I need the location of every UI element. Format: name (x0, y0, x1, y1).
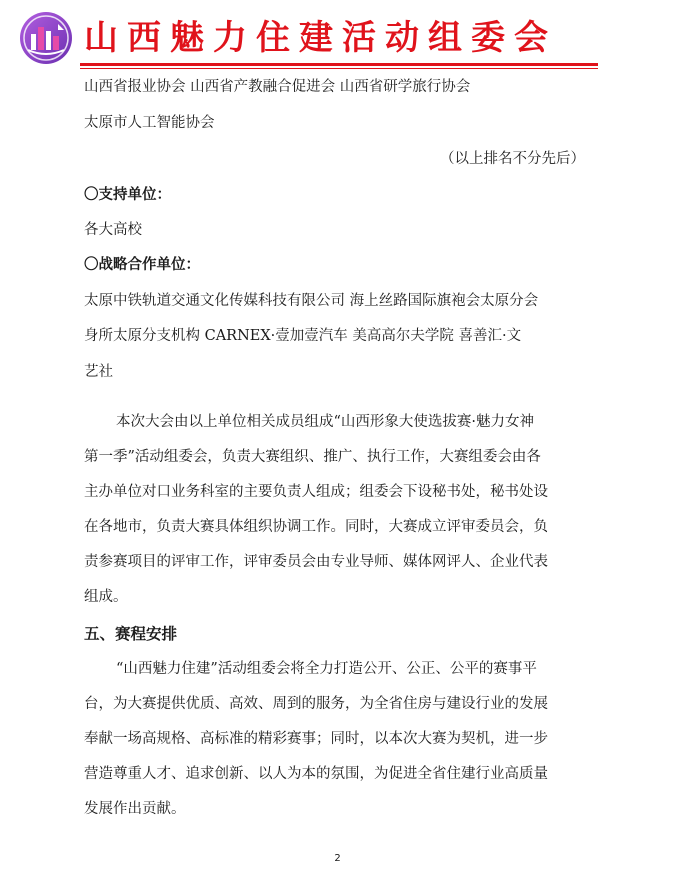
ranking-note: （以上排名不分先后） (440, 151, 585, 167)
schedule-line-4: 营造尊重人才、追求创新、以人为本的氛围，为促进全省住建行业高质量 (84, 766, 548, 782)
committee-line-6: 组成。 (84, 589, 128, 605)
committee-line-2: 第一季”活动组委会，负责大赛组织、推广、执行工作，大赛组委会由各 (84, 449, 541, 465)
letterhead-title: 山西魅力住建活动组委会 (84, 18, 557, 58)
section-title: 五、赛程安排 (84, 625, 178, 643)
schedule-line-1: “山西魅力住建”活动组委会将全力打造公开、公正、公平的赛事平 (116, 661, 537, 677)
schedule-line-2: 台，为大赛提供优质、高效、周到的服务，为全省住房与建设行业的发展 (84, 696, 548, 712)
organizers-line-1: 山西省报业协会 山西省产教融合促进会 山西省研学旅行协会 (84, 79, 471, 95)
committee-line-4: 在各地市，负责大赛具体组织协调工作。同时，大赛成立评审委员会，负 (84, 519, 548, 535)
city-skyline-logo-icon (18, 10, 74, 66)
support-body: 各大高校 (84, 222, 142, 238)
page-number: 2 (334, 853, 341, 864)
organizers-line-2: 太原市人工智能协会 (84, 115, 215, 131)
support-heading: 〇支持单位： (84, 187, 171, 203)
strategic-line-2: 身所太原分支机构 CARNEX·壹加壹汽车 美高高尔夫学院 喜善汇·文 (84, 328, 522, 344)
letterhead-rule-thin (80, 68, 598, 69)
committee-line-5: 责参赛项目的评审工作，评审委员会由专业导师、媒体网评人、企业代表 (84, 554, 548, 570)
schedule-line-3: 奉献一场高规格、高标准的精彩赛事；同时，以本次大赛为契机，进一步 (84, 731, 548, 747)
strategic-line-3: 艺社 (84, 364, 113, 380)
letterhead (0, 0, 675, 72)
strategic-line-1: 太原中铁轨道交通文化传媒科技有限公司 海上丝路国际旗袍会太原分会 (84, 293, 539, 309)
committee-line-3: 主办单位对口业务科室的主要负责人组成；组委会下设秘书处，秘书处设 (84, 484, 548, 500)
committee-line-1: 本次大会由以上单位相关成员组成“山西形象大使选拔赛·魅力女神 (116, 414, 535, 430)
letterhead-rule (80, 63, 598, 66)
schedule-line-5: 发展作出贡献。 (84, 801, 186, 817)
strategic-heading: 〇战略合作单位： (84, 257, 200, 273)
